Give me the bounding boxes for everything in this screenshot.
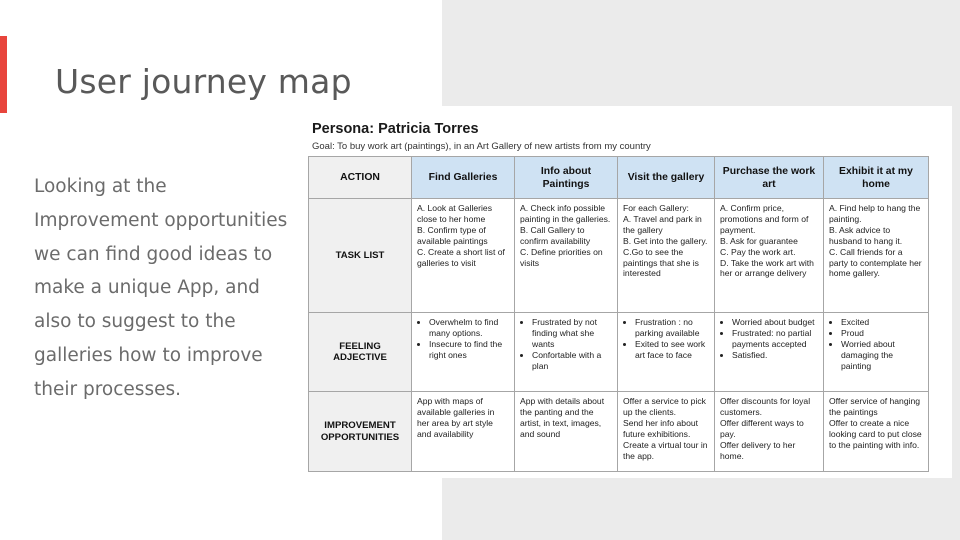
table-row-improvement <box>309 392 929 472</box>
list-item: • Frustration : no parking available <box>635 317 709 339</box>
table-cell: For each Gallery: A. Travel and park in the gallery B. Get into the gallery. C.Go to see the paintings that she is interested <box>618 199 715 313</box>
row-header-improvement: IMPROVEMENT OPPORTUNITIES <box>309 392 412 472</box>
list-item: • Proud <box>841 328 923 339</box>
table-cell: Offer service of hanging the paintings Offer to create a nice looking card to put close to the painting with info. <box>824 392 929 472</box>
list-item: • Satisfied. <box>732 350 818 361</box>
journey-map-image <box>303 106 952 478</box>
table-header-row <box>309 157 929 199</box>
persona-title: Persona: Patricia Torres <box>312 121 479 137</box>
column-header: Find Galleries <box>412 157 515 199</box>
table-row-feeling <box>309 313 929 392</box>
column-header: Visit the gallery <box>618 157 715 199</box>
column-header: Info about Paintings <box>515 157 618 199</box>
table-cell: App with maps of available galleries in her area by art style and availability <box>412 392 515 472</box>
table-cell: App with details about the panting and the artist, in text, images, and sound <box>515 392 618 472</box>
table-cell: Offer a service to pick up the clients. Send her info about future exhibitions. Create a virtual tour in the app. <box>618 392 715 472</box>
table-cell: A. Find help to hang the painting. B. Ask advice to husband to hang it. C. Call friends for a party to contemplate her home gallery. <box>824 199 929 313</box>
slide-body-text: Looking at the Improvement opportunities we can find good ideas to make a unique App, and also to suggest to the galleries how to improve their processes. <box>34 176 288 400</box>
list-item: • Insecure to find the right ones <box>429 339 509 361</box>
table-cell <box>412 313 515 392</box>
row-header-task-list: TASK LIST <box>309 199 412 313</box>
list-item: • Frustrated: no partial payments accepted <box>732 328 818 350</box>
table-cell <box>715 313 824 392</box>
list-item: • Worried about damaging the painting <box>841 339 923 372</box>
column-header: Purchase the work art <box>715 157 824 199</box>
journey-map-table <box>308 156 929 472</box>
list-item: • Confortable with a plan <box>532 350 612 372</box>
table-cell: Offer discounts for loyal customers. Offer different ways to pay. Offer delivery to her home. <box>715 392 824 472</box>
slide-title: User journey map <box>55 62 352 101</box>
list-item: • Frustrated by not finding what she wants <box>532 317 612 350</box>
table-cell <box>618 313 715 392</box>
list-item: • Overwhelm to find many options. <box>429 317 509 339</box>
table-cell: A. Look at Galleries close to her home B. Confirm type of available paintings C. Create a short list of galleries to visit <box>412 199 515 313</box>
table-cell: A. Check info possible painting in the galleries. B. Call Gallery to confirm availability C. Define priorities on visits <box>515 199 618 313</box>
table-cell: A. Confirm price, promotions and form of payment. B. Ask for guarantee C. Pay the work art. D. Take the work art with her or arrange delivery <box>715 199 824 313</box>
list-item: • Worried about budget <box>732 317 818 328</box>
table-cell <box>515 313 618 392</box>
row-header-feeling: FEELING ADJECTIVE <box>309 313 412 392</box>
action-header: ACTION <box>309 157 412 199</box>
table-cell <box>824 313 929 392</box>
title-accent-bar <box>0 36 7 113</box>
table-row-task-list <box>309 199 929 313</box>
list-item: • Exited to see work art face to face <box>635 339 709 361</box>
column-header: Exhibit it at my home <box>824 157 929 199</box>
list-item: • Excited <box>841 317 923 328</box>
persona-goal: Goal: To buy work art (paintings), in an Art Gallery of new artists from my country <box>312 141 651 152</box>
